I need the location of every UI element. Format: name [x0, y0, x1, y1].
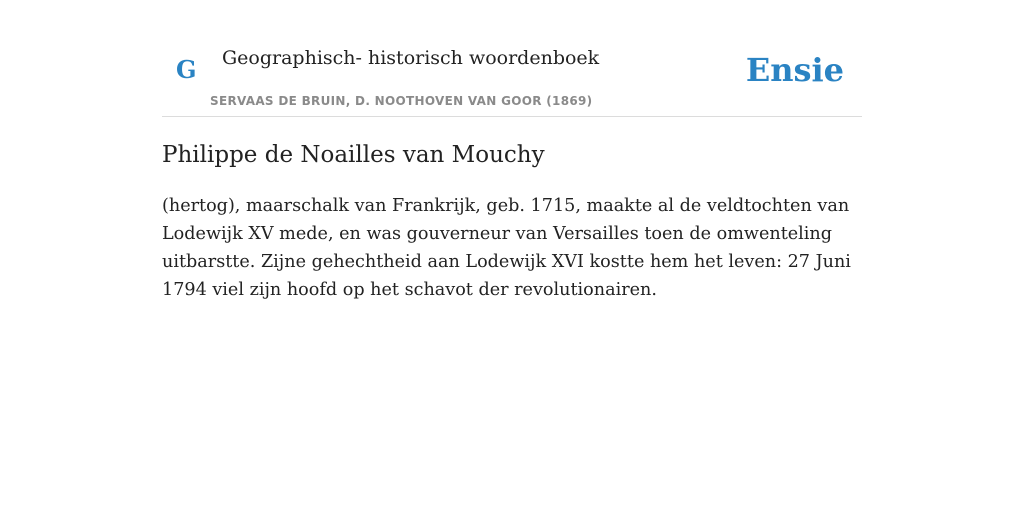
book-author: SERVAAS DE BRUIN, D. NOOTHOVEN VAN GOOR (1869): [210, 94, 593, 108]
entry-title: Philippe de Noailles van Mouchy: [162, 142, 545, 168]
book-letter-icon[interactable]: G: [176, 55, 197, 84]
book-header: [162, 0, 862, 117]
ensie-logo[interactable]: Ensie: [745, 51, 844, 89]
entry-text: (hertog), maarschalk van Frankrijk, geb. 1715, maakte al de veldtochten van Lodewijk XV mede, en was gouverneur van Versailles toen de omwenteling uitbarstte. Zijne gehechtheid aan Lodewijk XVI kostte hem het leven: 27 Juni 1794 viel zijn hoofd op het schavot der revolutionairen.: [162, 196, 851, 300]
book-title-link[interactable]: Geographisch- historisch woordenboek: [222, 47, 600, 69]
